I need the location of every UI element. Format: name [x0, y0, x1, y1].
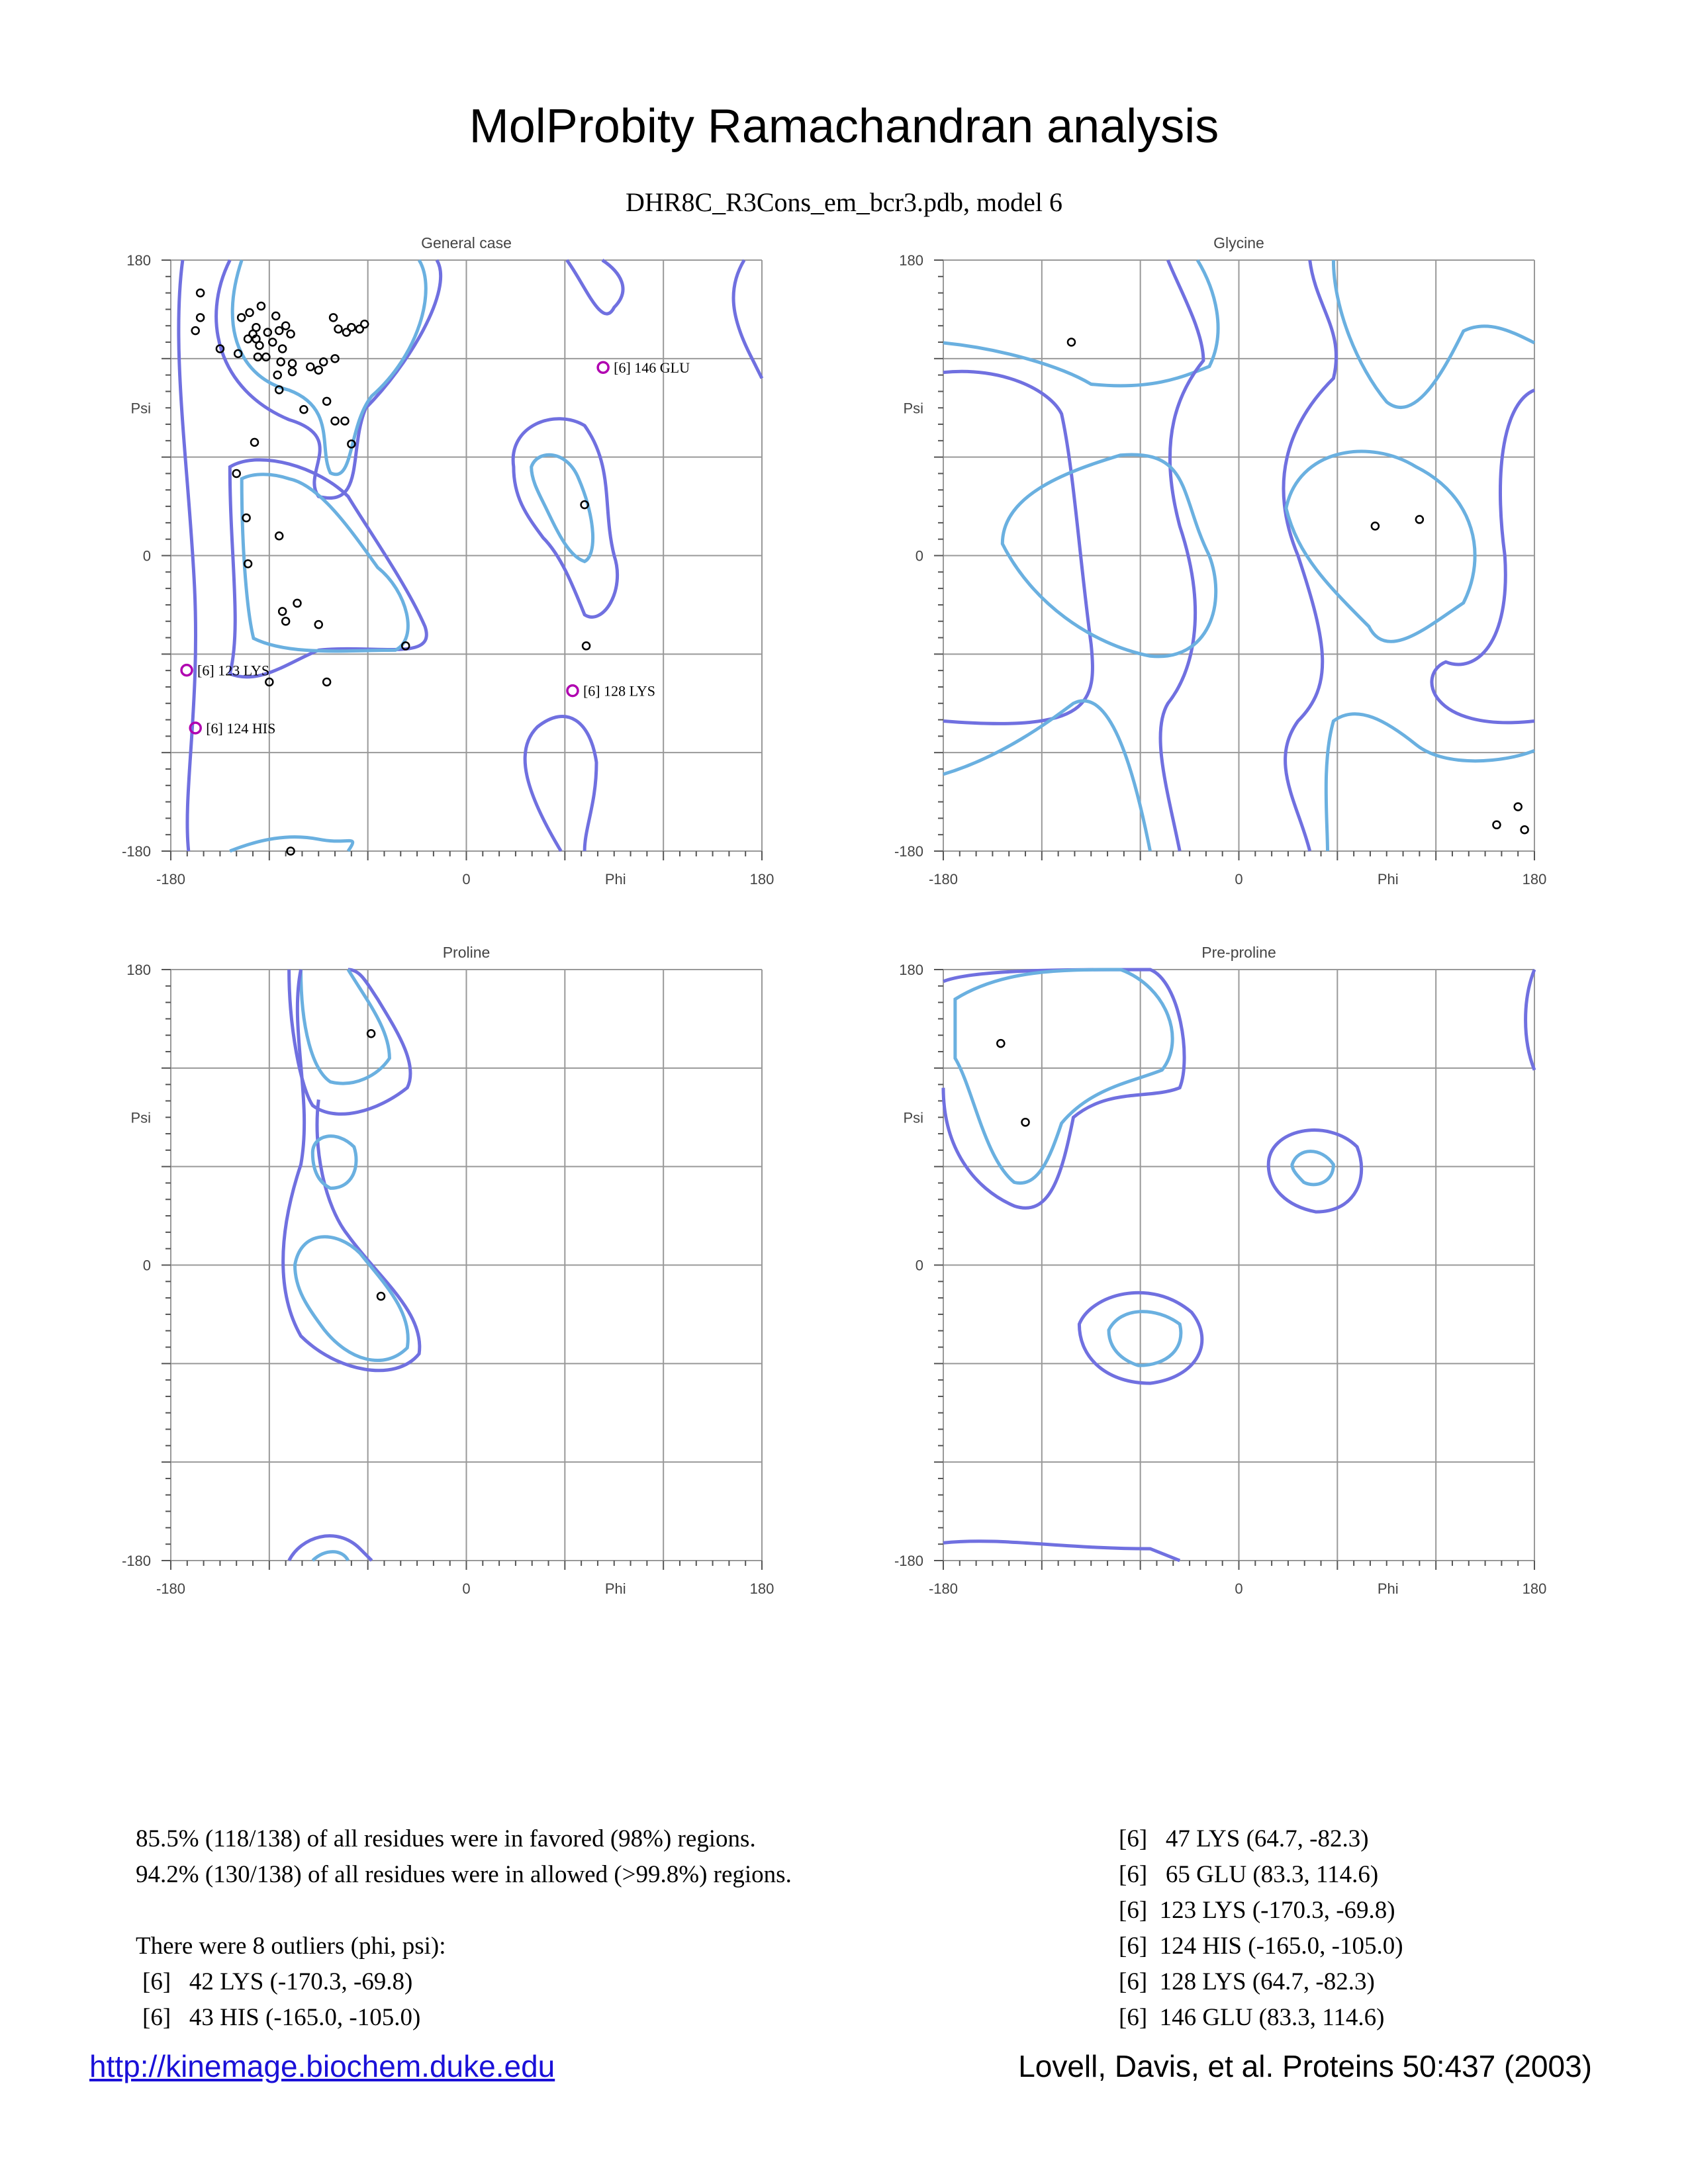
x-tick-label: 0 [1235, 871, 1243, 887]
allowed-contour [289, 1536, 372, 1561]
outlier-label: [6] 123 LYS [197, 662, 270, 679]
outlier-entry: [6] 42 LYS (-170.3, -69.8) [142, 1968, 413, 1995]
kinemage-link[interactable]: http://kinemage.biochem.duke.edu [89, 2049, 555, 2083]
data-point [1022, 1118, 1029, 1126]
ramachandran-panel [122, 944, 774, 1597]
data-point [197, 289, 204, 296]
outlier-label: [6] 128 LYS [583, 682, 656, 700]
y-axis-label: Psi [903, 1109, 923, 1126]
data-point [274, 371, 281, 379]
data-point [275, 327, 283, 334]
ramachandran-panel [894, 944, 1546, 1597]
x-tick-label: -180 [928, 871, 959, 887]
allowed-stat: 94.2% (130/138) of all residues were in allowed (>99.8%) regions. [136, 1861, 792, 1888]
outlier-entry: [6] 146 GLU (83.3, 114.6) [1119, 2004, 1385, 2031]
data-point [1372, 522, 1379, 529]
outlier-point [598, 362, 608, 373]
favored-contour [242, 475, 408, 651]
data-point [282, 322, 289, 330]
favored-stat: 85.5% (118/138) of all residues were in favored (98%) regions. [136, 1825, 756, 1852]
allowed-contour [943, 371, 1092, 723]
allowed-contour [283, 970, 420, 1371]
data-point [315, 367, 322, 374]
data-point [1515, 803, 1522, 811]
data-point [279, 345, 286, 352]
outlier-entry: [6] 123 LYS (-170.3, -69.8) [1119, 1897, 1395, 1924]
favored-contour [232, 260, 426, 475]
x-tick-label: -180 [156, 871, 186, 887]
outlier-entry: [6] 47 LYS (64.7, -82.3) [1119, 1825, 1369, 1852]
allowed-contour [943, 970, 1184, 1208]
data-point [300, 406, 307, 413]
data-point [287, 330, 295, 338]
data-point [294, 600, 301, 607]
data-point [1493, 821, 1500, 829]
citation: Lovell, Davis, et al. Proteins 50:437 (2003) [1018, 2049, 1592, 2083]
data-point [279, 608, 286, 615]
data-point [264, 329, 271, 336]
data-point [306, 363, 314, 371]
favored-contour [1109, 1312, 1181, 1366]
data-point [335, 326, 342, 333]
data-point [361, 320, 368, 328]
favored-contour [295, 1237, 408, 1361]
panel-title: Pre-proline [1201, 944, 1276, 961]
data-point [315, 621, 322, 628]
y-tick-label: -180 [894, 1553, 923, 1569]
data-point [997, 1040, 1004, 1047]
y-axis-label: Psi [130, 400, 151, 417]
y-tick-label: -180 [121, 1553, 151, 1569]
outlier-entry: [6] 128 LYS (64.7, -82.3) [1119, 1968, 1375, 1995]
y-tick-label: -180 [121, 843, 151, 860]
ramachandran-panel [122, 234, 774, 887]
y-tick-label: 180 [126, 252, 151, 269]
data-point [289, 360, 296, 367]
favored-contour [1333, 260, 1534, 407]
allowed-contour [1268, 1130, 1361, 1212]
data-point [343, 329, 350, 336]
outlier-entry: [6] 43 HIS (-165.0, -105.0) [142, 2004, 421, 2031]
outlier-list-right [1119, 1821, 1403, 2036]
panel-title: Glycine [1213, 234, 1264, 251]
panel-title: General case [421, 234, 512, 251]
x-tick-label: -180 [928, 1580, 959, 1597]
data-point [244, 336, 252, 343]
y-axis-label: Psi [903, 400, 923, 417]
data-point [282, 617, 289, 625]
outlier-list-left [142, 1964, 420, 2036]
data-point [341, 418, 348, 425]
y-tick-label: 0 [142, 1257, 151, 1274]
x-axis-label: Phi [604, 871, 626, 887]
y-tick-label: 180 [899, 252, 923, 269]
x-tick-label: 180 [1522, 1580, 1547, 1597]
data-point [583, 642, 590, 649]
favored-contour [312, 1552, 348, 1561]
allowed-contour [1432, 390, 1534, 723]
allowed-contour [1526, 970, 1534, 1070]
x-tick-label: 0 [462, 1580, 471, 1597]
data-point [246, 309, 254, 316]
data-point [377, 1293, 385, 1300]
page-title: MolProbity Ramachandran analysis [469, 100, 1219, 153]
data-point [332, 418, 339, 425]
data-point [233, 470, 240, 477]
data-point [320, 358, 327, 365]
allowed-contour [567, 260, 623, 314]
data-point [323, 398, 330, 405]
statistics-block [136, 1821, 792, 1964]
data-point [269, 339, 276, 346]
ramachandran-panel [894, 234, 1546, 887]
data-point [197, 314, 204, 321]
data-point [251, 439, 258, 446]
data-point [1521, 826, 1528, 833]
x-tick-label: 180 [1522, 871, 1547, 887]
x-tick-label: 180 [749, 871, 774, 887]
y-tick-label: 0 [915, 1257, 923, 1274]
data-point [258, 302, 265, 310]
x-tick-label: 180 [749, 1580, 774, 1597]
data-point [275, 532, 283, 539]
x-axis-label: Phi [604, 1580, 626, 1597]
y-tick-label: 180 [126, 962, 151, 978]
x-tick-label: 0 [462, 871, 471, 887]
x-axis-label: Phi [1377, 1580, 1399, 1597]
data-point [1416, 516, 1423, 523]
favored-contour [1326, 714, 1534, 851]
data-point [330, 314, 337, 321]
data-point [252, 324, 259, 331]
y-tick-label: 180 [899, 962, 923, 978]
allowed-contour [733, 260, 762, 379]
data-point [262, 353, 269, 361]
allowed-contour [943, 1541, 1180, 1561]
data-point [277, 358, 285, 365]
data-point [367, 1030, 375, 1037]
data-point [192, 327, 199, 334]
favored-contour [1292, 1152, 1334, 1185]
y-tick-label: 0 [915, 547, 923, 565]
data-point [289, 368, 296, 375]
allowed-contour [230, 460, 426, 677]
outlier-entry: [6] 65 GLU (83.3, 114.6) [1119, 1861, 1379, 1888]
outlier-point [567, 686, 578, 696]
favored-contour [230, 837, 352, 851]
x-tick-label: -180 [156, 1580, 186, 1597]
data-point [1068, 339, 1075, 346]
outlier-label: [6] 146 GLU [614, 359, 690, 377]
data-point [254, 353, 261, 361]
outlier-label: [6] 124 HIS [206, 719, 276, 737]
x-axis-label: Phi [1377, 871, 1399, 887]
panel-title: Proline [442, 944, 491, 961]
data-point [238, 314, 245, 321]
favored-contour [301, 970, 390, 1083]
y-axis-label: Psi [130, 1109, 151, 1126]
page-subtitle: DHR8C_R3Cons_em_bcr3.pdb, model 6 [626, 187, 1062, 217]
outlier-point [181, 665, 192, 676]
allowed-contour [525, 716, 596, 851]
x-tick-label: 0 [1235, 1580, 1243, 1597]
y-tick-label: -180 [894, 843, 923, 860]
outlier-entry: [6] 124 HIS (-165.0, -105.0) [1119, 1933, 1403, 1960]
y-tick-label: 0 [142, 547, 151, 565]
data-point [323, 678, 330, 686]
data-point [272, 312, 279, 320]
outliers-header: There were 8 outliers (phi, psi): [136, 1933, 446, 1960]
